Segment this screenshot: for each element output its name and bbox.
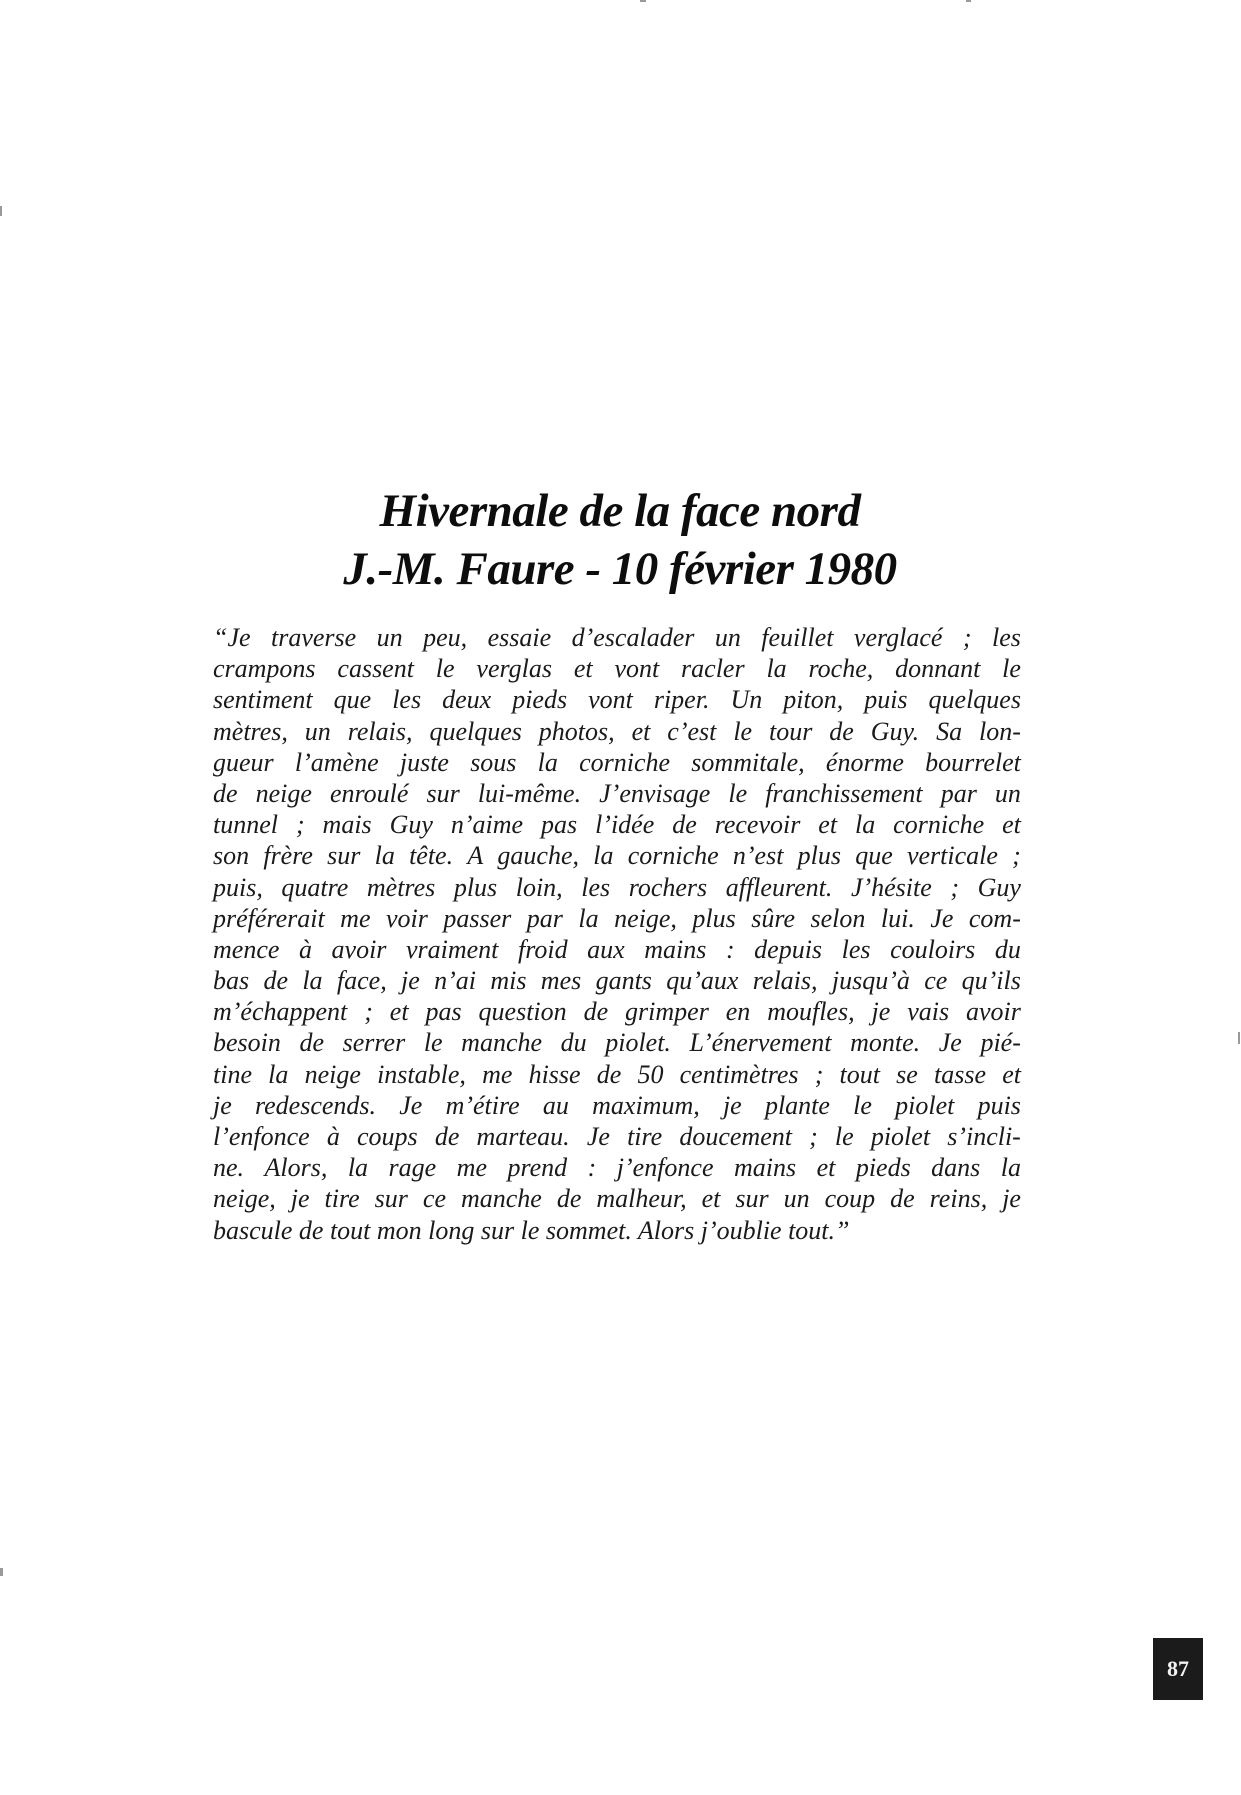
body-line: tunnel ; mais Guy n’aime pas l’idée de recevoir et la corniche et	[213, 810, 1021, 840]
scan-mark-right	[1238, 1032, 1240, 1044]
body-line: mètres, un relais, quelques photos, et c’est le tour de Guy. Sa lon-	[213, 716, 1021, 746]
article-title	[200, 482, 1040, 598]
body-line: “Je traverse un peu, essaie d’escalader un feuillet verglacé ; les	[213, 623, 1021, 652]
body-line: crampons cassent le verglas et vont racler la roche, donnant le	[213, 654, 1021, 684]
body-line: neige, je tire sur ce manche de malheur, et sur un coup de reins, je	[213, 1184, 1021, 1214]
quote-paragraph	[213, 622, 1021, 1246]
body-line: m’échappent ; et pas question de grimper en moufles, je vais avoir	[213, 997, 1021, 1027]
body-line: bascule de tout mon long sur le sommet. Alors j’oublie tout.”	[213, 1215, 850, 1245]
body-line: gueur l’amène juste sous la corniche sommitale, énorme bourrelet	[213, 747, 1021, 777]
scan-mark-top	[640, 0, 646, 2]
title-line-2: J.-M. Faure - 10 février 1980	[343, 543, 897, 595]
body-line: de neige enroulé sur lui-même. J’envisage le franchissement par un	[213, 778, 1021, 808]
page-number-box	[1153, 1638, 1203, 1700]
body-line: bas de la face, je n’ai mis mes gants qu’aux relais, jusqu’à ce qu’ils	[213, 966, 1021, 996]
body-line: l’enfonce à coups de marteau. Je tire doucement ; le piolet s’incli-	[213, 1122, 1021, 1151]
scan-mark-left	[0, 1568, 3, 1576]
body-line: mence à avoir vraiment froid aux mains : depuis les couloirs du	[213, 934, 1021, 964]
body-line: tine la neige instable, me hisse de 50 centimètres ; tout se tasse et	[213, 1059, 1021, 1089]
body-line: je redescends. Je m’étire au maximum, je plante le piolet puis	[213, 1090, 1021, 1120]
scan-mark-left	[0, 206, 2, 216]
body-line: son frère sur la tête. A gauche, la corniche n’est plus que verticale ;	[213, 841, 1021, 871]
page-number: 87	[1167, 1656, 1189, 1681]
body-line: ne. Alors, la rage me prend : j’enfonce mains et pieds dans la	[213, 1153, 1021, 1183]
body-line: sentiment que les deux pieds vont riper. Un piton, puis quelques	[213, 685, 1021, 715]
title-line-1: Hivernale de la face nord	[379, 485, 861, 537]
body-line: besoin de serrer le manche du piolet. L’énervement monte. Je pié-	[213, 1028, 1021, 1058]
body-line: préférerait me voir passer par la neige, plus sûre selon lui. Je com-	[213, 903, 1021, 933]
body-line: puis, quatre mètres plus loin, les rochers affleurent. J’hésite ; Guy	[213, 872, 1021, 902]
scan-mark-top	[966, 0, 971, 2]
